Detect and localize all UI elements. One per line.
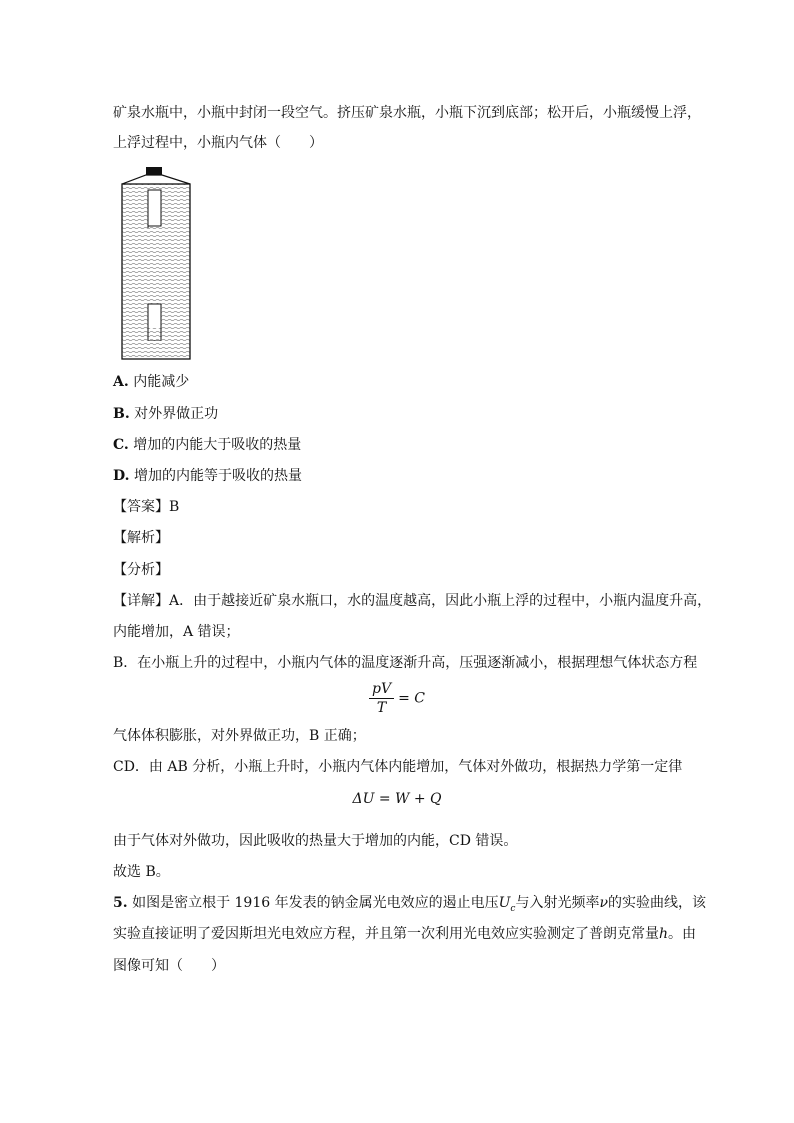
- option-a-text: 内能减少: [133, 374, 190, 390]
- question-intro-line2: 上浮过程中，小瓶内气体（ ）: [113, 135, 323, 151]
- ideal-gas-formula: [0, 680, 794, 717]
- question5-line1: [113, 893, 706, 919]
- question5-text-b: 与入射光频率: [515, 895, 600, 911]
- formula-rest: = C: [398, 690, 425, 707]
- small-vial-top: [148, 190, 161, 226]
- option-c: [113, 435, 301, 455]
- option-a-label: A.: [113, 374, 129, 390]
- question5-text-d: 实验直接证明了爱因斯坦光电效应方程，并且第一次利用光电效应实验测定了普朗克常量: [113, 926, 659, 942]
- bottle-figure: [120, 166, 194, 362]
- formula-denominator: T: [376, 700, 387, 716]
- question5-text-e: 。由: [668, 926, 697, 942]
- formula-fraction: [369, 680, 394, 717]
- detail-line6: 由于气体对外做功，因此吸收的热量大于增加的内能，CD 错误。: [113, 833, 518, 849]
- question5-line3: 图像可知（ ）: [113, 958, 225, 974]
- nu-symbol: ν: [599, 895, 608, 911]
- analysis-heading: 【解析】: [113, 530, 169, 546]
- option-d-text: 增加的内能等于吸收的热量: [133, 468, 302, 484]
- uc-subscript: c: [510, 903, 516, 914]
- detail-line5: CD．由 AB 分析，小瓶上升时，小瓶内气体内能增加，气体对外做功，根据热力学第一定律: [113, 759, 683, 775]
- detail-line3: B．在小瓶上升的过程中，小瓶内气体的温度逐渐升高，压强逐渐减小，根据理想气体状态方程: [113, 655, 698, 671]
- detail-line4: 气体体积膨胀，对外界做正功，B 正确；: [113, 728, 366, 744]
- detail-line1: 【详解】A．由于越接近矿泉水瓶口，水的温度越高，因此小瓶上浮的过程中，小瓶内温度升高，: [113, 593, 712, 609]
- question5-number: 5.: [113, 895, 128, 911]
- detail-line7: 故选 B。: [113, 864, 170, 880]
- question5-text-c: 的实验曲线，该: [607, 895, 706, 911]
- option-b-text: 对外界做正功: [134, 406, 219, 422]
- uc-symbol: U: [498, 895, 511, 911]
- first-law-formula: ΔU = W + Q: [352, 791, 442, 807]
- formula-numerator: pV: [369, 680, 394, 699]
- option-c-text: 增加的内能大于吸收的热量: [133, 437, 302, 453]
- option-b: [113, 404, 218, 424]
- detail-line2: 内能增加，A 错误；: [113, 624, 240, 640]
- fenxi-heading: 【分析】: [113, 562, 169, 578]
- h-symbol: h: [659, 926, 669, 942]
- option-d: [113, 466, 302, 486]
- question5-line2: [113, 924, 696, 944]
- question5-text-a: 如图是密立根于 1916 年发表的钠金属光电效应的遏止电压: [132, 895, 499, 911]
- bottle-cap: [146, 167, 162, 175]
- bottle-shoulder: [122, 175, 190, 184]
- option-b-label: B.: [113, 406, 130, 422]
- option-c-label: C.: [113, 437, 129, 453]
- answer: 【答案】B: [113, 499, 180, 515]
- option-a: [113, 372, 189, 392]
- option-d-label: D.: [113, 468, 130, 484]
- question-intro-line1: 矿泉水瓶中，小瓶中封闭一段空气。挤压矿泉水瓶，小瓶下沉到底部；松开后，小瓶缓慢上浮，: [113, 105, 701, 121]
